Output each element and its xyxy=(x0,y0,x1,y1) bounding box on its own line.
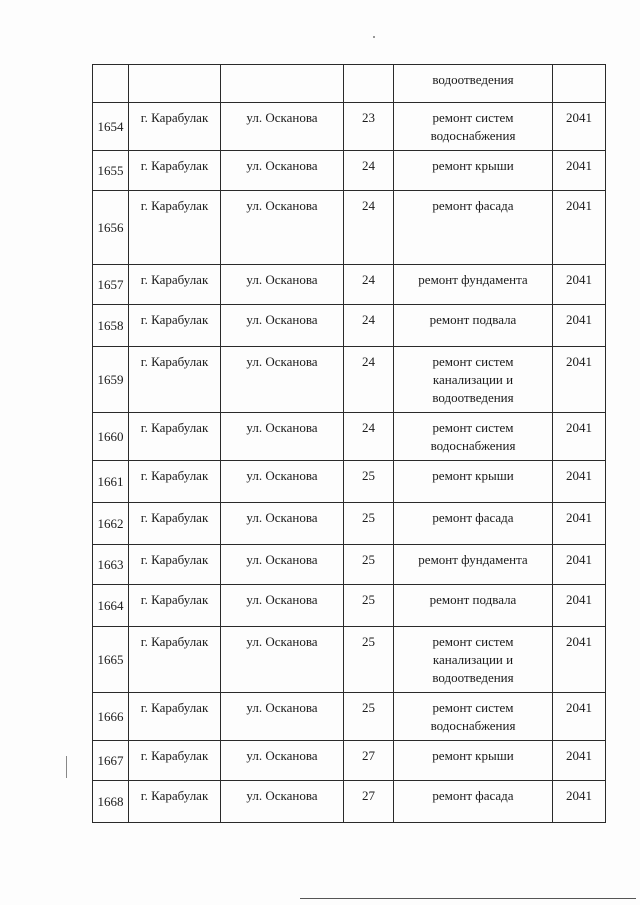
work-type-cell: ремонт крыши xyxy=(394,461,553,503)
work-type-cell: ремонт фасада xyxy=(394,191,553,265)
street-cell: ул. Осканова xyxy=(221,103,344,151)
street-cell: ул. Осканова xyxy=(221,741,344,781)
table-row xyxy=(93,151,606,191)
work-type-cell: водоотведения xyxy=(394,65,553,103)
table-body xyxy=(93,65,606,823)
house-number-cell xyxy=(344,65,394,103)
work-type-cell: ремонт систем водоснабжения xyxy=(394,413,553,461)
city-cell xyxy=(129,65,221,103)
table-row xyxy=(93,461,606,503)
house-number-cell: 25 xyxy=(344,461,394,503)
street-cell: ул. Осканова xyxy=(221,545,344,585)
year-cell: 2041 xyxy=(553,461,606,503)
street-cell: ул. Осканова xyxy=(221,305,344,347)
table-row xyxy=(93,65,606,103)
work-type-cell: ремонт подвала xyxy=(394,305,553,347)
row-number-cell: 1662 xyxy=(93,503,129,545)
year-cell: 2041 xyxy=(553,305,606,347)
work-type-cell: ремонт систем водоснабжения xyxy=(394,693,553,741)
table-row xyxy=(93,413,606,461)
table-row xyxy=(93,585,606,627)
work-type-cell: ремонт систем водоснабжения xyxy=(394,103,553,151)
city-cell: г. Карабулак xyxy=(129,265,221,305)
street-cell: ул. Осканова xyxy=(221,461,344,503)
year-cell: 2041 xyxy=(553,347,606,413)
row-number-cell: 1666 xyxy=(93,693,129,741)
row-number-cell: 1660 xyxy=(93,413,129,461)
work-type-cell: ремонт систем канализации и водоотведения xyxy=(394,347,553,413)
work-type-cell: ремонт фундамента xyxy=(394,545,553,585)
work-type-cell: ремонт подвала xyxy=(394,585,553,627)
row-number-cell: 1657 xyxy=(93,265,129,305)
year-cell: 2041 xyxy=(553,191,606,265)
house-number-cell: 25 xyxy=(344,503,394,545)
city-cell: г. Карабулак xyxy=(129,305,221,347)
house-number-cell: 24 xyxy=(344,305,394,347)
house-number-cell: 27 xyxy=(344,741,394,781)
city-cell: г. Карабулак xyxy=(129,151,221,191)
row-number-cell: 1654 xyxy=(93,103,129,151)
street-cell: ул. Осканова xyxy=(221,693,344,741)
repair-schedule-table xyxy=(92,64,606,823)
table-row xyxy=(93,265,606,305)
city-cell: г. Карабулак xyxy=(129,627,221,693)
year-cell: 2041 xyxy=(553,265,606,305)
margin-mark xyxy=(66,756,67,778)
year-cell: 2041 xyxy=(553,151,606,191)
year-cell: 2041 xyxy=(553,545,606,585)
year-cell: 2041 xyxy=(553,413,606,461)
city-cell: г. Карабулак xyxy=(129,503,221,545)
work-type-cell: ремонт фундамента xyxy=(394,265,553,305)
row-number-cell: 1655 xyxy=(93,151,129,191)
street-cell: ул. Осканова xyxy=(221,151,344,191)
work-type-cell: ремонт фасада xyxy=(394,503,553,545)
street-cell: ул. Осканова xyxy=(221,413,344,461)
work-type-cell: ремонт фасада xyxy=(394,781,553,823)
street-cell: ул. Осканова xyxy=(221,627,344,693)
house-number-cell: 25 xyxy=(344,545,394,585)
house-number-cell: 24 xyxy=(344,265,394,305)
year-cell: 2041 xyxy=(553,585,606,627)
table-row xyxy=(93,103,606,151)
row-number-cell: 1658 xyxy=(93,305,129,347)
scan-speck xyxy=(373,36,375,38)
row-number-cell: 1661 xyxy=(93,461,129,503)
year-cell: 2041 xyxy=(553,693,606,741)
year-cell: 2041 xyxy=(553,741,606,781)
city-cell: г. Карабулак xyxy=(129,585,221,627)
house-number-cell: 24 xyxy=(344,151,394,191)
city-cell: г. Карабулак xyxy=(129,781,221,823)
work-type-cell: ремонт крыши xyxy=(394,741,553,781)
table-row xyxy=(93,627,606,693)
house-number-cell: 25 xyxy=(344,627,394,693)
house-number-cell: 23 xyxy=(344,103,394,151)
city-cell: г. Карабулак xyxy=(129,103,221,151)
year-cell: 2041 xyxy=(553,627,606,693)
street-cell: ул. Осканова xyxy=(221,503,344,545)
street-cell: ул. Осканова xyxy=(221,585,344,627)
table-row xyxy=(93,503,606,545)
table-row xyxy=(93,693,606,741)
street-cell: ул. Осканова xyxy=(221,781,344,823)
year-cell xyxy=(553,65,606,103)
house-number-cell: 25 xyxy=(344,585,394,627)
row-number-cell: 1663 xyxy=(93,545,129,585)
house-number-cell: 24 xyxy=(344,191,394,265)
street-cell: ул. Осканова xyxy=(221,191,344,265)
city-cell: г. Карабулак xyxy=(129,347,221,413)
row-number-cell: 1668 xyxy=(93,781,129,823)
city-cell: г. Карабулак xyxy=(129,413,221,461)
city-cell: г. Карабулак xyxy=(129,191,221,265)
row-number-cell: 1664 xyxy=(93,585,129,627)
row-number-cell: 1659 xyxy=(93,347,129,413)
row-number-cell: 1665 xyxy=(93,627,129,693)
table-row xyxy=(93,781,606,823)
row-number-cell xyxy=(93,65,129,103)
city-cell: г. Карабулак xyxy=(129,741,221,781)
table-row xyxy=(93,191,606,265)
street-cell xyxy=(221,65,344,103)
year-cell: 2041 xyxy=(553,781,606,823)
year-cell: 2041 xyxy=(553,503,606,545)
street-cell: ул. Осканова xyxy=(221,347,344,413)
table-row xyxy=(93,305,606,347)
table-row xyxy=(93,545,606,585)
table-row xyxy=(93,347,606,413)
table-row xyxy=(93,741,606,781)
work-type-cell: ремонт систем канализации и водоотведения xyxy=(394,627,553,693)
street-cell: ул. Осканова xyxy=(221,265,344,305)
year-cell: 2041 xyxy=(553,103,606,151)
city-cell: г. Карабулак xyxy=(129,693,221,741)
house-number-cell: 27 xyxy=(344,781,394,823)
page-bottom-rule xyxy=(300,898,636,899)
row-number-cell: 1656 xyxy=(93,191,129,265)
work-type-cell: ремонт крыши xyxy=(394,151,553,191)
house-number-cell: 25 xyxy=(344,693,394,741)
row-number-cell: 1667 xyxy=(93,741,129,781)
city-cell: г. Карабулак xyxy=(129,461,221,503)
house-number-cell: 24 xyxy=(344,347,394,413)
house-number-cell: 24 xyxy=(344,413,394,461)
city-cell: г. Карабулак xyxy=(129,545,221,585)
